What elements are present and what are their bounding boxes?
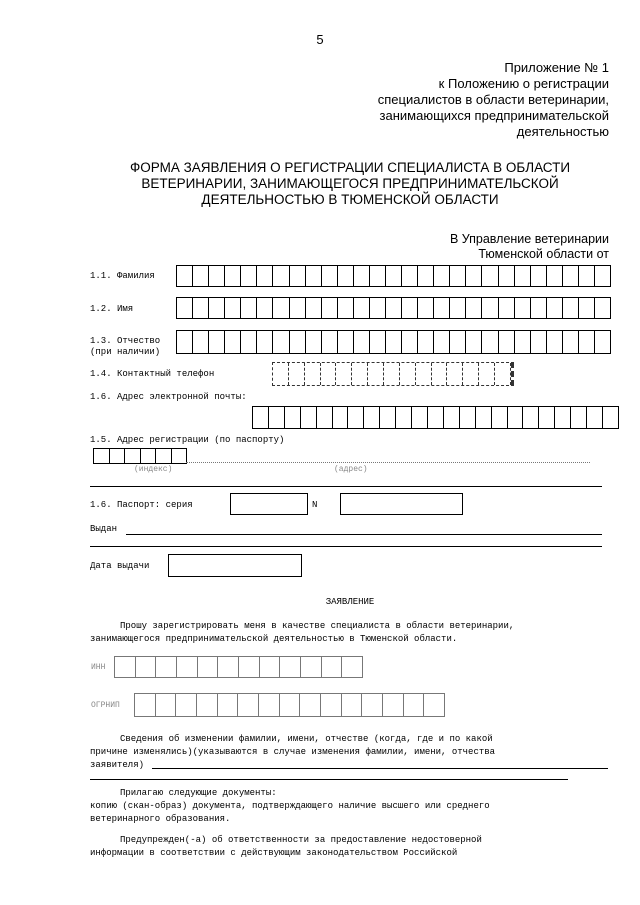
issued-by-line-2[interactable] xyxy=(90,546,602,547)
char-cell[interactable] xyxy=(322,298,338,318)
passport-number-label: N xyxy=(312,500,318,510)
addressee-line-1: В Управление ветеринарии xyxy=(449,232,609,246)
char-cell[interactable] xyxy=(354,266,370,286)
title-line-2: ВЕТЕРИНАРИИ, ЗАНИМАЮЩЕГОСЯ ПРЕДПРИНИМАТЕЛЬСКОЙ xyxy=(141,176,559,191)
char-cell[interactable] xyxy=(386,266,402,286)
char-cell[interactable] xyxy=(482,266,498,286)
char-cell[interactable] xyxy=(280,694,301,716)
char-cell[interactable] xyxy=(273,266,289,286)
char-cell[interactable] xyxy=(595,266,611,286)
char-cell[interactable] xyxy=(273,298,289,318)
address-line[interactable] xyxy=(90,486,602,487)
char-cell[interactable] xyxy=(156,694,177,716)
char-cell[interactable] xyxy=(563,331,579,353)
char-cell[interactable] xyxy=(342,694,363,716)
char-cell[interactable] xyxy=(563,298,579,318)
char-cell[interactable] xyxy=(450,266,466,286)
char-cell[interactable] xyxy=(603,407,619,428)
char-cell[interactable] xyxy=(384,363,400,385)
attachments-line-1: Прилагаю следующие документы: xyxy=(120,788,277,798)
char-cell[interactable] xyxy=(218,657,239,677)
char-cell[interactable] xyxy=(354,298,370,318)
changes-line-2-blank[interactable] xyxy=(90,779,568,780)
form-title xyxy=(40,160,640,208)
char-cell[interactable] xyxy=(322,657,343,677)
char-cell[interactable] xyxy=(364,407,380,428)
warning-line-1: Предупрежден(-а) об ответственности за предоставление недостоверной xyxy=(120,835,482,845)
passport-series-field[interactable] xyxy=(230,493,308,515)
char-cell[interactable] xyxy=(595,331,611,353)
char-cell[interactable] xyxy=(193,266,209,286)
char-cell[interactable] xyxy=(424,694,445,716)
page-number: 5 xyxy=(316,32,324,47)
char-cell[interactable] xyxy=(197,694,218,716)
char-cell[interactable] xyxy=(547,266,563,286)
char-cell[interactable] xyxy=(595,298,611,318)
char-cell[interactable] xyxy=(141,449,157,463)
char-cell[interactable] xyxy=(370,266,386,286)
request-line-1: Прошу зарегистрировать меня в качестве специалиста в области ветеринарии, xyxy=(120,621,515,631)
char-cell[interactable] xyxy=(386,298,402,318)
char-cell[interactable] xyxy=(579,331,595,353)
char-cell[interactable] xyxy=(404,694,425,716)
char-cell[interactable] xyxy=(322,266,338,286)
char-cell[interactable] xyxy=(416,363,432,385)
char-cell[interactable] xyxy=(125,449,141,463)
char-cell[interactable] xyxy=(368,363,384,385)
char-cell[interactable] xyxy=(259,694,280,716)
appendix-line-5: деятельностью xyxy=(516,124,609,139)
char-cell[interactable] xyxy=(306,298,322,318)
surname-label: 1.1. Фамилия xyxy=(90,271,155,281)
appendix-line-4: занимающихся предпринимательской xyxy=(379,108,609,123)
char-cell[interactable] xyxy=(241,298,257,318)
char-cell[interactable] xyxy=(177,331,193,353)
char-cell[interactable] xyxy=(515,298,531,318)
char-cell[interactable] xyxy=(253,407,269,428)
char-cell[interactable] xyxy=(198,657,219,677)
char-cell[interactable] xyxy=(370,298,386,318)
char-cell[interactable] xyxy=(531,298,547,318)
reg-address-label: 1.5. Адрес регистрации (по паспорту) xyxy=(90,435,285,445)
char-cell[interactable] xyxy=(539,407,555,428)
char-cell[interactable] xyxy=(209,331,225,353)
char-cell[interactable] xyxy=(499,298,515,318)
char-cell[interactable] xyxy=(400,363,416,385)
char-cell[interactable] xyxy=(418,266,434,286)
patronymic-label-line-2: (при наличии) xyxy=(90,347,161,357)
char-cell[interactable] xyxy=(547,331,563,353)
char-cell[interactable] xyxy=(523,407,539,428)
postal-index-cells[interactable] xyxy=(93,448,187,464)
char-cell[interactable] xyxy=(499,331,515,353)
char-cell[interactable] xyxy=(306,266,322,286)
char-cell[interactable] xyxy=(110,449,126,463)
char-cell[interactable] xyxy=(499,266,515,286)
char-cell[interactable] xyxy=(434,298,450,318)
address-hint: (адрес) xyxy=(334,465,368,474)
char-cell[interactable] xyxy=(402,266,418,286)
char-cell[interactable] xyxy=(342,657,363,677)
changes-line[interactable] xyxy=(152,768,608,769)
changes-line-1: Сведения об изменении фамилии, имени, отчестве (когда, где и по какой xyxy=(120,734,493,744)
char-cell[interactable] xyxy=(362,694,383,716)
char-cell[interactable] xyxy=(301,657,322,677)
char-cell[interactable] xyxy=(515,331,531,353)
patronymic-label-line-1: 1.3. Отчество xyxy=(90,336,161,346)
request-line-2: занимающегося предпринимательской деятельностью в Тюменской области. xyxy=(90,634,458,644)
char-cell[interactable] xyxy=(380,407,396,428)
attachments-line-3: ветеринарного образования. xyxy=(90,814,231,824)
char-cell[interactable] xyxy=(338,331,354,353)
char-cell[interactable] xyxy=(479,363,495,385)
char-cell[interactable] xyxy=(402,331,418,353)
passport-number-field[interactable] xyxy=(340,493,463,515)
email-label: 1.6. Адрес электронной почты: xyxy=(90,392,247,402)
char-cell[interactable] xyxy=(434,266,450,286)
char-cell[interactable] xyxy=(257,266,273,286)
char-cell[interactable] xyxy=(348,407,364,428)
char-cell[interactable] xyxy=(209,298,225,318)
char-cell[interactable] xyxy=(225,298,241,318)
issue-date-field[interactable] xyxy=(168,554,302,577)
surname-cells[interactable] xyxy=(176,265,611,287)
char-cell[interactable] xyxy=(225,331,241,353)
appendix-line-2: к Положению о регистрации xyxy=(438,76,609,91)
char-cell[interactable] xyxy=(290,298,306,318)
changes-paragraph xyxy=(90,733,608,772)
char-cell[interactable] xyxy=(176,694,197,716)
char-cell[interactable] xyxy=(447,363,463,385)
char-cell[interactable] xyxy=(495,363,511,385)
char-cell[interactable] xyxy=(317,407,333,428)
addressee xyxy=(309,232,609,262)
char-cell[interactable] xyxy=(289,363,305,385)
char-cell[interactable] xyxy=(290,266,306,286)
char-cell[interactable] xyxy=(547,298,563,318)
char-cell[interactable] xyxy=(579,298,595,318)
char-cell[interactable] xyxy=(418,331,434,353)
char-cell[interactable] xyxy=(136,657,157,677)
char-cell[interactable] xyxy=(460,407,476,428)
char-cell[interactable] xyxy=(305,363,321,385)
statement-heading: ЗАЯВЛЕНИЕ xyxy=(325,597,375,607)
address-dotted-line xyxy=(186,462,590,463)
warning-line-2: информации в соответствии с действующим законодательством Российской xyxy=(90,848,458,858)
char-cell[interactable] xyxy=(338,298,354,318)
char-cell[interactable] xyxy=(321,694,342,716)
inn-label: ИНН xyxy=(91,663,106,672)
phone-cells[interactable] xyxy=(272,362,514,386)
char-cell[interactable] xyxy=(238,694,259,716)
char-cell[interactable] xyxy=(257,331,273,353)
email-cells[interactable] xyxy=(252,406,619,429)
ogrnip-cells[interactable] xyxy=(134,693,445,717)
char-cell[interactable] xyxy=(273,331,289,353)
char-cell[interactable] xyxy=(218,694,239,716)
issued-by-line[interactable] xyxy=(126,534,602,535)
char-cell[interactable] xyxy=(225,266,241,286)
passport-series-label: 1.6. Паспорт: серия xyxy=(90,500,193,510)
phone-label: 1.4. Контактный телефон xyxy=(90,369,215,379)
char-cell[interactable] xyxy=(257,298,273,318)
char-cell[interactable] xyxy=(563,266,579,286)
char-cell[interactable] xyxy=(241,266,257,286)
char-cell[interactable] xyxy=(386,331,402,353)
char-cell[interactable] xyxy=(336,363,352,385)
char-cell[interactable] xyxy=(531,331,547,353)
char-cell[interactable] xyxy=(354,331,370,353)
index-hint: (индекс) xyxy=(134,465,173,474)
patronymic-label xyxy=(90,336,160,358)
char-cell[interactable] xyxy=(396,407,412,428)
char-cell[interactable] xyxy=(321,363,337,385)
char-cell[interactable] xyxy=(115,657,136,677)
char-cell[interactable] xyxy=(482,298,498,318)
title-line-1: ФОРМА ЗАЯВЛЕНИЯ О РЕГИСТРАЦИИ СПЕЦИАЛИСТА В ОБЛАСТИ xyxy=(129,160,571,175)
char-cell[interactable] xyxy=(94,449,110,463)
char-cell[interactable] xyxy=(135,694,156,716)
char-cell[interactable] xyxy=(466,298,482,318)
char-cell[interactable] xyxy=(260,657,281,677)
inn-cells[interactable] xyxy=(114,656,363,678)
char-cell[interactable] xyxy=(241,331,257,353)
attachments-line-2: копию (скан-образ) документа, подтверждающего наличие высшего или среднего xyxy=(90,801,490,811)
warning-paragraph xyxy=(90,834,608,860)
char-cell[interactable] xyxy=(301,407,317,428)
char-cell[interactable] xyxy=(352,363,368,385)
char-cell[interactable] xyxy=(508,407,524,428)
char-cell[interactable] xyxy=(450,331,466,353)
char-cell[interactable] xyxy=(172,449,188,463)
char-cell[interactable] xyxy=(571,407,587,428)
char-cell[interactable] xyxy=(338,266,354,286)
char-cell[interactable] xyxy=(402,298,418,318)
char-cell[interactable] xyxy=(333,407,349,428)
char-cell[interactable] xyxy=(428,407,444,428)
char-cell[interactable] xyxy=(156,657,177,677)
issue-date-label: Дата выдачи xyxy=(90,561,150,571)
issued-by-label: Выдан xyxy=(90,524,118,534)
addressee-line-2: Тюменской области от xyxy=(478,247,609,261)
char-cell[interactable] xyxy=(444,407,460,428)
char-cell[interactable] xyxy=(280,657,301,677)
title-line-3: ДЕЯТЕЛЬНОСТЬЮ В ТЮМЕНСКОЙ ОБЛАСТИ xyxy=(201,192,499,207)
char-cell[interactable] xyxy=(239,657,260,677)
changes-line-2: причине изменялись)(указываются в случае изменения фамилии, имени, отчества xyxy=(90,747,496,757)
char-cell[interactable] xyxy=(193,331,209,353)
char-cell[interactable] xyxy=(370,331,386,353)
char-cell[interactable] xyxy=(466,331,482,353)
char-cell[interactable] xyxy=(209,266,225,286)
char-cell[interactable] xyxy=(463,363,479,385)
char-cell[interactable] xyxy=(587,407,603,428)
char-cell[interactable] xyxy=(515,266,531,286)
char-cell[interactable] xyxy=(383,694,404,716)
char-cell[interactable] xyxy=(306,331,322,353)
char-cell[interactable] xyxy=(418,298,434,318)
char-cell[interactable] xyxy=(476,407,492,428)
char-cell[interactable] xyxy=(450,298,466,318)
char-cell[interactable] xyxy=(300,694,321,716)
char-cell[interactable] xyxy=(579,266,595,286)
char-cell[interactable] xyxy=(193,298,209,318)
char-cell[interactable] xyxy=(434,331,450,353)
name-cells[interactable] xyxy=(176,297,611,319)
char-cell[interactable] xyxy=(531,266,547,286)
char-cell[interactable] xyxy=(290,331,306,353)
char-cell[interactable] xyxy=(412,407,428,428)
char-cell[interactable] xyxy=(285,407,301,428)
changes-line-3: заявителя) xyxy=(90,760,145,770)
char-cell[interactable] xyxy=(177,266,193,286)
char-cell[interactable] xyxy=(555,407,571,428)
ogrnip-label: ОГРНИП xyxy=(91,701,120,710)
char-cell[interactable] xyxy=(177,298,193,318)
patronymic-cells[interactable] xyxy=(176,330,611,354)
char-cell[interactable] xyxy=(273,363,289,385)
char-cell[interactable] xyxy=(322,331,338,353)
char-cell[interactable] xyxy=(269,407,285,428)
char-cell[interactable] xyxy=(177,657,198,677)
appendix-line-1: Приложение № 1 xyxy=(504,60,609,75)
char-cell[interactable] xyxy=(492,407,508,428)
char-cell[interactable] xyxy=(466,266,482,286)
appendix-header xyxy=(289,60,609,140)
char-cell[interactable] xyxy=(482,331,498,353)
attachments-paragraph xyxy=(90,787,608,826)
char-cell[interactable] xyxy=(156,449,172,463)
request-paragraph xyxy=(90,620,608,646)
char-cell[interactable] xyxy=(432,363,448,385)
appendix-line-3: специалистов в области ветеринарии, xyxy=(377,92,609,107)
name-label: 1.2. Имя xyxy=(90,304,134,314)
